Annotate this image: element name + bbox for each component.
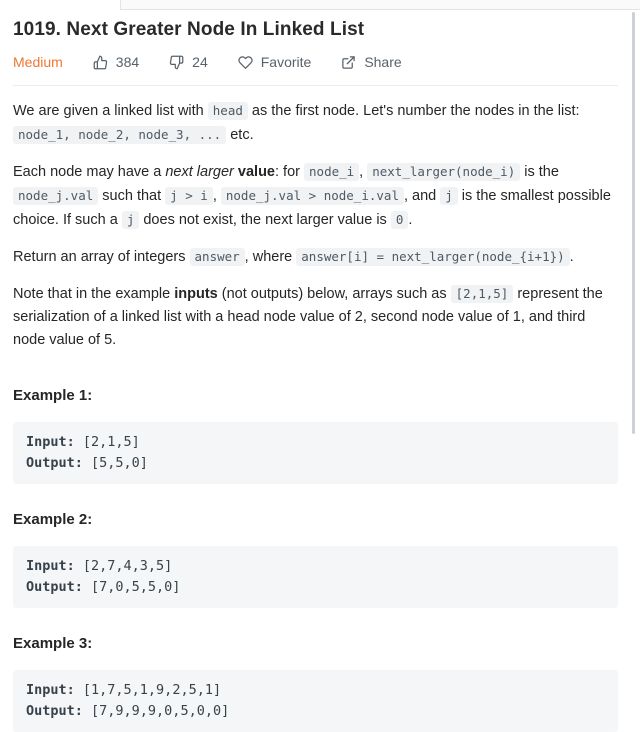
example-3-heading: Example 3:	[13, 635, 93, 652]
inline-code: [2,1,5]	[451, 285, 514, 303]
like-button[interactable]	[93, 54, 139, 70]
scrollbar-thumb[interactable]	[632, 12, 635, 434]
difficulty-badge[interactable]: Medium	[13, 54, 63, 70]
output-value: [7,0,5,5,0]	[82, 579, 181, 595]
example-1-heading: Example 1:	[13, 387, 93, 404]
input-value: [1,7,5,1,9,2,5,1]	[74, 682, 222, 698]
inline-code: j > i	[165, 187, 213, 205]
example-2-output-line	[26, 577, 605, 598]
output-label: Output:	[26, 703, 83, 719]
output-value: [7,9,9,9,0,5,0,0]	[82, 703, 230, 719]
page-title: 1019. Next Greater Node In Linked List	[13, 19, 365, 40]
paragraph-1: We are given a linked list with head as the first node. Let's number the nodes in the list: node_1, node_2, node_3, ... etc.	[13, 103, 580, 143]
inline-code: j	[440, 187, 458, 205]
inline-code: head	[208, 102, 248, 120]
example-1-input-line	[26, 432, 605, 453]
thumbs-up-icon	[93, 55, 108, 70]
tab-bar	[0, 0, 640, 10]
heart-icon	[238, 55, 253, 70]
paragraph-4: Note that in the example inputs (not outputs) below, arrays such as [2,1,5] represent the serialization of a linked list with a head node value of 2, second node value of 1, and third node value of 5.	[13, 286, 603, 348]
share-button[interactable]	[341, 54, 401, 70]
divider	[13, 85, 618, 86]
dislike-count: 24	[192, 54, 208, 70]
input-value: [2,7,4,3,5]	[74, 558, 173, 574]
meta-row	[13, 53, 618, 71]
dislike-button[interactable]	[169, 54, 208, 70]
share-icon	[341, 55, 356, 70]
description-text	[13, 99, 618, 352]
inline-code: node_i	[304, 163, 359, 181]
paragraph-2: Each node may have a next larger value: for node_i , next_larger(node_i) is the node_j.val such that j > i , node_j.val > node_i.val , and j is the smallest possible choice. If such a j does not exist, the next larger value is 0 .	[13, 164, 611, 228]
inline-code: answer[i] = next_larger(node_{i+1})	[296, 248, 569, 266]
example-3-output-line	[26, 701, 605, 722]
example-1-output-line	[26, 453, 605, 474]
output-value: [5,5,0]	[82, 455, 148, 471]
example-3-section	[13, 634, 618, 732]
thumbs-down-icon	[169, 55, 184, 70]
input-label: Input:	[26, 558, 75, 574]
inline-code: j	[122, 211, 140, 229]
example-1-section	[13, 386, 618, 484]
example-3-code-block	[13, 670, 618, 732]
example-2-heading: Example 2:	[13, 511, 93, 528]
inline-code: node_1, node_2, node_3, ...	[13, 126, 226, 144]
input-value: [2,1,5]	[74, 434, 140, 450]
example-1-code-block	[13, 422, 618, 484]
output-label: Output:	[26, 579, 83, 595]
example-3-input-line	[26, 680, 605, 701]
inline-code: node_j.val > node_i.val	[221, 187, 404, 205]
inline-code: node_j.val	[13, 187, 98, 205]
inline-code: next_larger(node_i)	[367, 163, 520, 181]
example-2-section	[13, 510, 618, 608]
favorite-button[interactable]	[238, 54, 312, 70]
favorite-label: Favorite	[260, 54, 312, 70]
paragraph-3: Return an array of integers answer , where answer[i] = next_larger(node_{i+1}) .	[13, 249, 574, 265]
input-label: Input:	[26, 682, 75, 698]
inline-code: answer	[190, 248, 245, 266]
output-label: Output:	[26, 455, 83, 471]
share-label: Share	[364, 54, 402, 70]
like-count: 384	[115, 54, 140, 70]
description-tab[interactable]	[120, 0, 640, 10]
example-2-code-block	[13, 546, 618, 608]
input-label: Input:	[26, 434, 75, 450]
problem-description-panel	[0, 10, 640, 732]
example-2-input-line	[26, 556, 605, 577]
inline-code: 0	[391, 211, 409, 229]
